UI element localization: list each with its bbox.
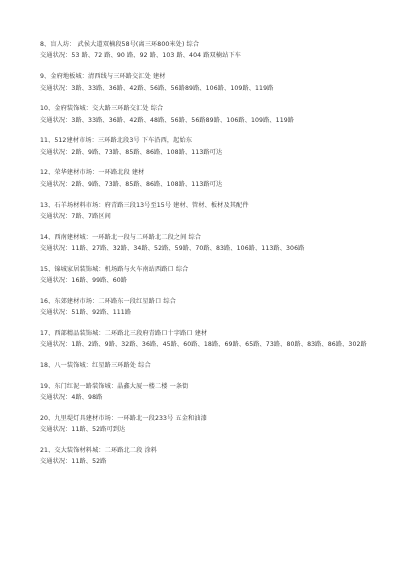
list-item <box>40 39 370 62</box>
entry-transit: 交通状况：2路、9路、73路、85路、86路、108路、113路可达 <box>40 180 223 188</box>
entry-transit: 交通状况：7路、7路区间 <box>40 212 111 220</box>
entry-title: 13、石羊场材料市场：府青路三段13号至15号 建材、管材、板材及其配件 <box>40 201 249 209</box>
list-item <box>40 264 370 287</box>
list-item <box>40 200 370 223</box>
entry-title: 10、金府装饰城：交大路三环路交汇处 综合 <box>40 105 164 113</box>
entry-transit: 交通状况：4路、98路 <box>40 394 103 402</box>
entry-transit: 交通状况：16路、99路、60路 <box>40 277 128 285</box>
list-item <box>40 381 370 404</box>
list-item <box>40 103 370 126</box>
entry-title: 21、交大装饰材料城：二环路北二段 涂料 <box>40 447 158 455</box>
entry-transit: 交通状况：1路、2路、9路、32路、36路、45路、60路、18路、69路、65路、73路、80路、83路、86路、302路 <box>40 341 367 349</box>
entry-transit: 交通状况：11路、27路、32路、34路、52路、59路、70路、83路、106路、113路、306路 <box>40 245 305 253</box>
market-list <box>40 39 370 477</box>
entry-title: 16、东郊建材市场：二环路东一段红星路口 综合 <box>40 297 176 305</box>
entry-title: 8、盲人坊： 武侯大道双楠段58号(离三环800米处) 综合 <box>40 41 200 48</box>
list-item <box>40 360 370 371</box>
entry-transit: 交通状况：11路、52路可到达 <box>40 426 126 434</box>
entry-title: 15、锦城家居装饰城：机场路与火车南站西路口 综合 <box>40 265 189 273</box>
entry-title: 17、西部精品装饰城：二环路北三段府青路口十字路口 建材 <box>40 329 208 337</box>
entry-title: 19、东门红泥一路装饰城：晶鑫大厦一楼二楼 一条街 <box>40 382 189 390</box>
list-item <box>40 232 370 255</box>
list-item <box>40 296 370 319</box>
entry-title: 20、九里堤灯具建材市场：一环路北一段233号 五金和油漆 <box>40 414 207 422</box>
entry-title: 9、金府地板城：清西线与三环路交汇处 建材 <box>40 73 166 81</box>
entry-transit: 交通状况：3路、33路、36路、42路、56路、56路89路、106路、109路、119路 <box>40 84 274 92</box>
entry-title: 14、西南建材城：一环路北一段与二环路北二段之间 综合 <box>40 233 202 241</box>
entry-title: 18、八一装饰城：红星路三环路处 综合 <box>40 362 151 370</box>
list-item <box>40 445 370 468</box>
list-item <box>40 413 370 436</box>
list-item <box>40 167 370 190</box>
entry-transit: 交通状况：3路、33路、36路、42路、48路、56路、56路89路、106路、109路、119路 <box>40 116 295 124</box>
list-item <box>40 328 370 351</box>
list-item <box>40 135 370 158</box>
list-item <box>40 71 370 94</box>
entry-transit: 交通状况：51路、92路、111路 <box>40 309 132 317</box>
entry-transit: 交通状况：53 路、72 路、90 路、92 路、103 路、404 路双楠站下车 <box>40 52 241 60</box>
entry-transit: 交通状况：2路、9路、73路、85路、86路、108路、113路可达 <box>40 148 223 156</box>
entry-title: 12、荣华建材市场：一环路北段 建材 <box>40 169 145 177</box>
entry-title: 11、512建材市场：三环路北段3号 下车沿西，起始东 <box>40 137 193 145</box>
entry-transit: 交通状况：11路、52路 <box>40 458 107 466</box>
